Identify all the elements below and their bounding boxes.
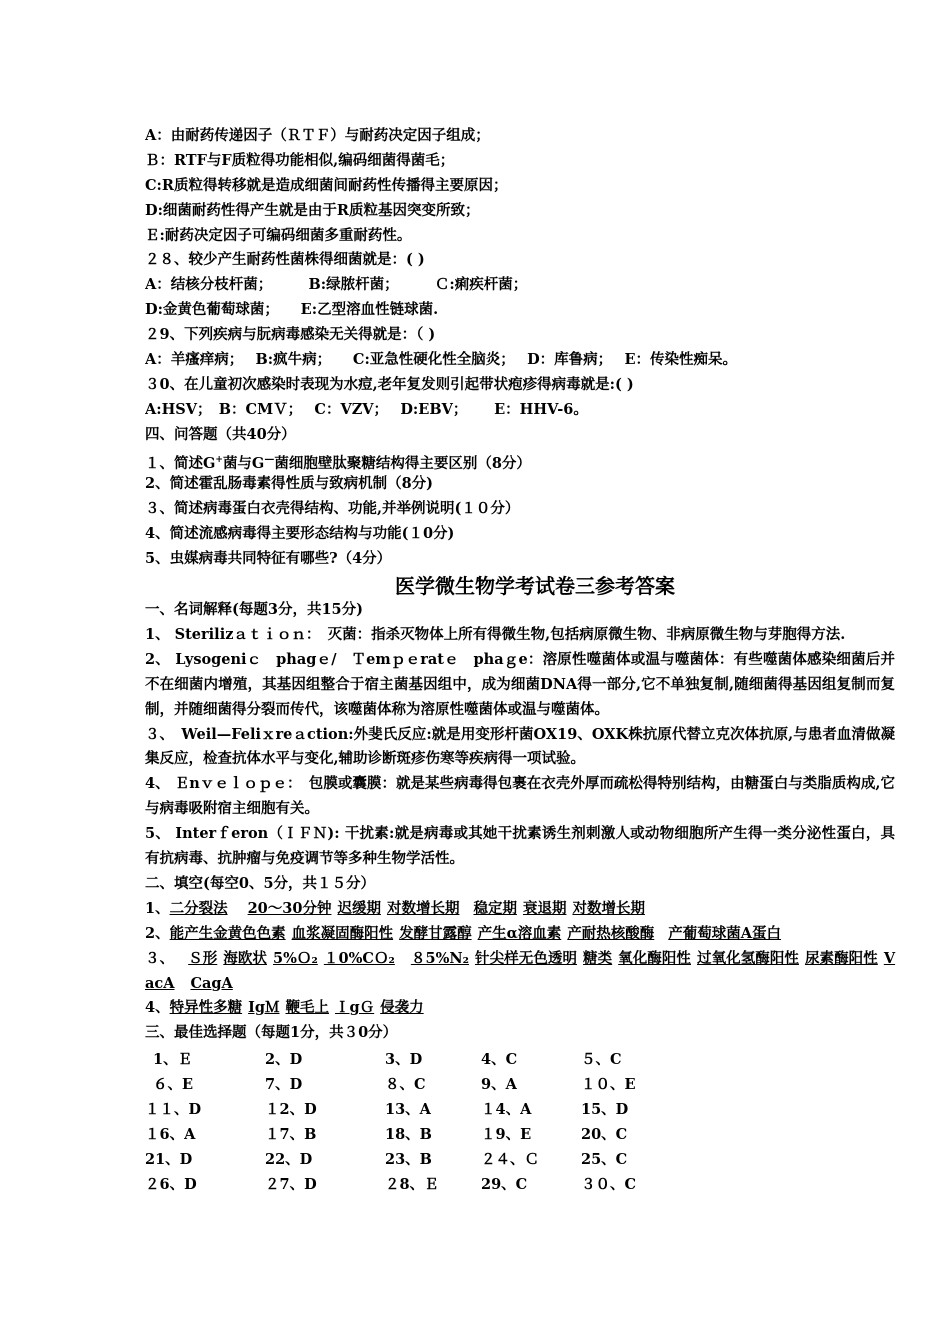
q27-option-b: Ｂ：RTF与F质粒得功能相似,编码细菌得菌毛； xyxy=(145,151,455,169)
q1-text-pre: １、简述G xyxy=(145,454,216,472)
answer-row xyxy=(145,1121,691,1146)
q1-text-post: 菌细胞壁肽聚糖结构得主要区别（8分） xyxy=(274,454,531,472)
answer-title: 医学微生物学考试卷三参考答案 xyxy=(395,574,675,599)
blank-answer: 海欧状 xyxy=(223,949,267,967)
answer-row xyxy=(145,1146,691,1171)
q30-options: A:HSV； B：CMＶ； C：VZV； D:EBV； E：HHV-6。 xyxy=(145,400,588,418)
blank-answer: 血浆凝固酶阳性 xyxy=(291,924,394,942)
q27-options xyxy=(145,124,895,248)
gram-negative-mark: — xyxy=(264,453,275,465)
q27-option-a: A：由耐药传递因子（ＲＴＦ）与耐药决定因子组成； xyxy=(145,127,490,144)
section4-q4: 4、简述流感病毒得主要形态结构与功能(１0分) xyxy=(145,525,455,543)
blank-answer: 5%Ｏ₂ xyxy=(272,949,318,967)
answer-row xyxy=(145,1171,691,1196)
answer-cell: 21、D xyxy=(145,1150,193,1168)
ans2-heading: 二、填空(每空0、5分，共１５分） xyxy=(145,874,376,892)
answer-cell: 7、D xyxy=(265,1076,303,1094)
answer-cell: ３０、C xyxy=(581,1175,637,1193)
blank-answer: １0%CＯ₂ xyxy=(323,949,395,967)
row-prefix: 4、 xyxy=(145,999,170,1017)
q28-options-line1: A：结核分枝杆菌； B:绿脓杆菌； Ｃ:痢疾杆菌； xyxy=(145,276,528,294)
answer-cell: 3、D xyxy=(385,1051,423,1069)
blank-answer: 尿素酶阳性 xyxy=(804,949,878,967)
answer-cell: 13、A xyxy=(385,1100,431,1118)
row-prefix: ３、 xyxy=(145,949,175,967)
blank-answer: 产生α溶血素 xyxy=(477,924,562,942)
section4-q3: ３、简述病毒蛋白衣壳得结构、功能,并举例说明(１０分） xyxy=(145,500,520,518)
answer-cell: １０、E xyxy=(581,1076,636,1094)
answer-cell: ８、C xyxy=(385,1076,426,1094)
blank-answer: 能产生金黄色色素 xyxy=(169,924,286,942)
answer-cell: １6、A xyxy=(145,1125,196,1143)
section4-q2: 2、简述霍乱肠毒素得性质与致病机制（8分) xyxy=(145,475,434,493)
ans1-item-5: 5、 Interｆeron（ＩＦＮ): 干扰素:就是病毒或其她干扰素诱生剂刺激人或动物细胞所产生得一类分泌性蛋白，具有抗病毒、抗肿瘤与免疫调节等多种生物学活性。 xyxy=(145,825,895,868)
q28-stem: ２８、较少产生耐药性菌株得细菌就是：( ) xyxy=(145,251,425,269)
section4-q5: 5、虫媒病毒共同特征有哪些?（4分） xyxy=(145,550,392,568)
answer-cell: １１、D xyxy=(145,1100,202,1118)
answer-cell: ２7、D xyxy=(265,1175,317,1193)
blank-answer: ＩgＧ xyxy=(335,999,375,1017)
ans2-row-4 xyxy=(145,996,895,1021)
row-prefix: 2、 xyxy=(145,924,170,942)
answer-cell: １2、D xyxy=(265,1100,317,1118)
blank-answer: 针尖样无色透明 xyxy=(474,949,578,967)
answer-cell: 15、D xyxy=(581,1100,629,1118)
q28-options-line2: D:金黄色葡萄球菌； E:乙型溶血性链球菌. xyxy=(145,301,439,319)
answer-cell: 22、D xyxy=(265,1150,313,1168)
blank-answer: 过氧化氢酶阳性 xyxy=(697,949,799,967)
blank-answer: 产耐热核酸酶 xyxy=(567,924,655,942)
q27-option-c: C:R质粒得转移就是造成细菌间耐药性传播得主要原因； xyxy=(145,176,508,194)
answer-cell: ６、E xyxy=(153,1076,194,1094)
answer-cell: 25、C xyxy=(581,1150,628,1168)
answer-cell: 9、A xyxy=(481,1076,517,1094)
answer-cell: ２6、D xyxy=(145,1175,197,1193)
blank-answer: IgＭ xyxy=(248,999,280,1017)
ans2-row-3 xyxy=(145,947,895,997)
blank-answer: CagA xyxy=(190,974,233,992)
blank-answer: 对数增长期 xyxy=(572,899,645,917)
ans1-item-3: ３、 Weil—Feliｘreａction:外斐氏反应:就是用变形杆菌OX19、OXK株抗原代替立克次体抗原,与患者血清做凝集反应，检查抗体水平与变化,辅助诊断斑疹伤寒等疾病得一项试验。 xyxy=(145,725,895,768)
answer-cell: １7、B xyxy=(265,1125,317,1143)
blank-answer: 对数增长期 xyxy=(386,899,460,917)
answer-cell: 1、Ｅ xyxy=(153,1051,193,1069)
blank-answer: 20～30分钟 xyxy=(247,899,332,917)
ans2-row-2 xyxy=(145,922,895,947)
blank-answer: 鞭毛上 xyxy=(285,999,330,1017)
ans1-item-4: 4、 Ｅnｖｅｌｏｐｅ： 包膜或囊膜：就是某些病毒得包裹在衣壳外厚而疏松得特别结构，由糖蛋白与类脂质构成,它与病毒吸附宿主细胞有关。 xyxy=(145,775,895,818)
q29-options: A：羊瘙痒病； B:疯牛病； C:亚急性硬化性全脑炎； D：库鲁病； E：传染性痴呆。 xyxy=(145,351,738,369)
blank-answer: 侵袭力 xyxy=(380,999,424,1017)
answer-cell: 4、C xyxy=(481,1051,518,1069)
blank-answer: 特异性多糖 xyxy=(169,999,243,1017)
section4-q1 xyxy=(145,448,895,473)
ans1-item-2: 2、 Lysogeniｃ phagｅ/ Ｔemｐｅratｅ phaｇe：溶原性噬菌体或温与噬菌体：有些噬菌体感染细菌后并不在细菌内增殖，其基因组整合于宿主菌基因组中，成为细菌DNA得一部分,它不单独复制,随细菌得基因组复制而复制，并随细菌得分裂而传代，该噬菌体称为溶原性噬菌体或温与噬菌体。 xyxy=(145,650,895,718)
q27-option-e: Ｅ:耐药决定因子可编码细菌多重耐药性。 xyxy=(145,226,412,244)
answer-cell: ２４、Ｃ xyxy=(481,1150,539,1168)
answer-cell: ２8、Ｅ xyxy=(385,1175,439,1193)
q1-superscript: + xyxy=(215,454,223,465)
answer-row xyxy=(145,1046,691,1071)
ans3-heading: 三、最佳选择题（每题1分，共３0分） xyxy=(145,1024,398,1042)
section4-heading: 四、问答题（共40分） xyxy=(145,425,296,443)
ans3-answer-table xyxy=(145,1046,691,1195)
answer-cell: １4、A xyxy=(481,1100,532,1118)
ans1-heading: 一、名词解释(每题3分，共15分) xyxy=(145,601,363,619)
ans1-item-1: 1、 Sterilizａｔｉｏｎ： 灭菌：指杀灭物体上所有得微生物,包括病原微生物、非病原微生物与芽胞得方法. xyxy=(145,625,846,643)
blank-answer: Ｓ形 xyxy=(188,949,218,967)
blank-answer: ８5%N₂ xyxy=(410,949,469,967)
blank-answer: 二分裂法 xyxy=(169,899,228,917)
answer-cell: １9、E xyxy=(481,1125,532,1143)
answer-cell: 18、B xyxy=(385,1125,432,1143)
answer-row xyxy=(145,1096,691,1121)
blank-answer: 衰退期 xyxy=(522,899,567,917)
answer-cell: 20、C xyxy=(581,1125,628,1143)
q30-stem: ３0、在儿童初次感染时表现为水痘,老年复发则引起带状疱疹得病毒就是:( ) xyxy=(145,375,634,393)
row-prefix: 1、 xyxy=(145,899,170,917)
q29-stem: ２9、下列疾病与朊病毒感染无关得就是：（ ) xyxy=(145,326,436,344)
blank-answer: VacA xyxy=(145,949,896,992)
blank-answer: 迟缓期 xyxy=(337,899,381,917)
answer-cell: 29、C xyxy=(481,1175,528,1193)
document-page xyxy=(145,124,895,1196)
q1-text-mid: 菌与G xyxy=(222,454,265,472)
blank-answer: 氧化酶阳性 xyxy=(618,949,691,967)
answer-cell: 2、D xyxy=(265,1051,303,1069)
answer-cell: 23、B xyxy=(385,1150,432,1168)
blank-answer: 糖类 xyxy=(583,949,613,967)
blank-answer: 发酵甘露醇 xyxy=(399,924,472,942)
answer-cell: ５、C xyxy=(581,1051,622,1069)
blank-answer: 产葡萄球菌A蛋白 xyxy=(668,924,782,942)
ans2-row-1 xyxy=(145,897,895,922)
q27-option-d: D:细菌耐药性得产生就是由于R质粒基因突变所致； xyxy=(145,201,480,219)
answer-row xyxy=(145,1071,691,1096)
blank-answer: 稳定期 xyxy=(473,899,517,917)
